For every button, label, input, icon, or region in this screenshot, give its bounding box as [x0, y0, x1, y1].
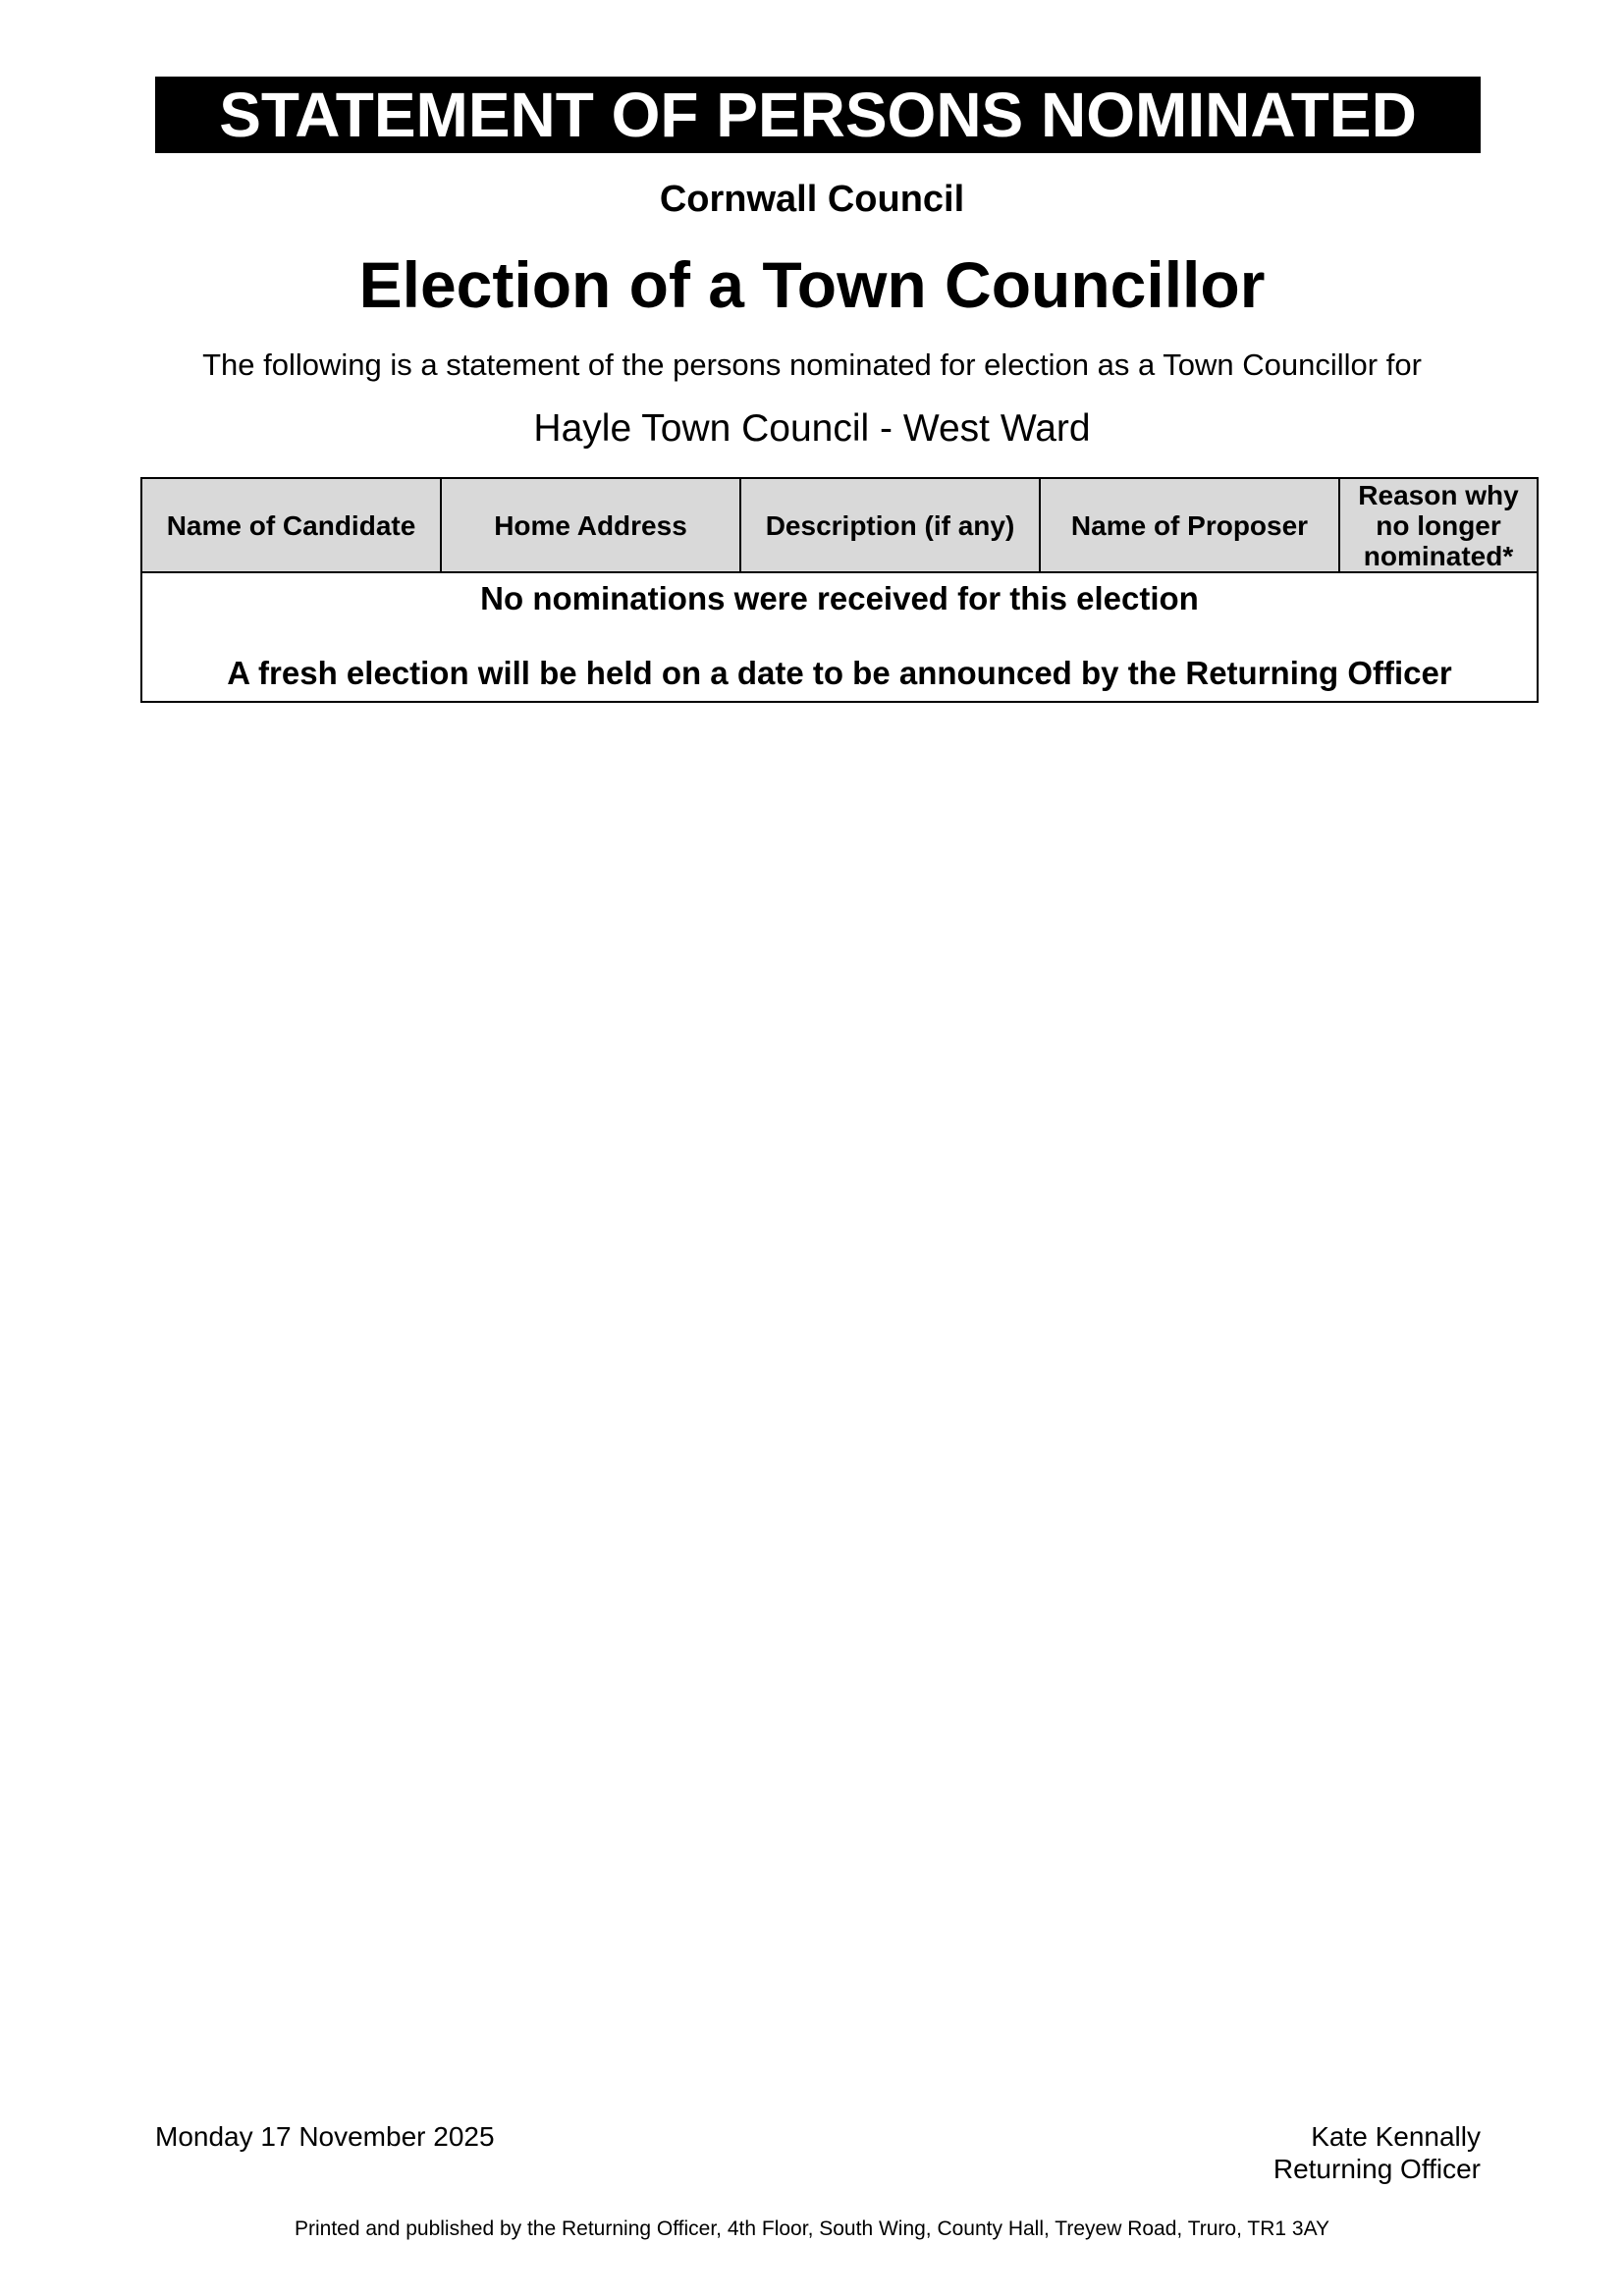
signatory-name: Kate Kennally: [1311, 2121, 1481, 2152]
no-nominations-text: No nominations were received for this election: [480, 580, 1199, 616]
nominations-table: [140, 477, 1539, 703]
table-header-row: [141, 478, 1538, 572]
imprint-footer: Printed and published by the Returning Officer, 4th Floor, South Wing, County Hall, Treyew Road, Truro, TR1 3AY: [294, 2217, 1330, 2240]
table-row: [141, 572, 1538, 702]
signatory-role: Returning Officer: [1272, 2154, 1481, 2184]
election-title: Election of a Town Councillor: [358, 248, 1266, 321]
statement-date: Monday 17 November 2025: [155, 2121, 495, 2152]
signatory-block: [1273, 2120, 1481, 2185]
header-name-of-proposer: Name of Proposer: [1040, 478, 1339, 572]
header-home-address: Home Address: [441, 478, 740, 572]
council-name: Cornwall Council: [659, 179, 965, 220]
header-name-of-candidate: Name of Candidate: [141, 478, 441, 572]
header-description: Description (if any): [740, 478, 1040, 572]
no-nominations-cell: [141, 572, 1538, 702]
intro-text: The following is a statement of the persons nominated for election as a Town Councillor for: [202, 347, 1422, 382]
ward-name: Hayle Town Council - West Ward: [533, 407, 1091, 450]
document-banner: STATEMENT OF PERSONS NOMINATED: [155, 77, 1481, 153]
fresh-election-text: A fresh election will be held on a date to be announced by the Returning Officer: [227, 655, 1452, 691]
header-reason-no-longer-nominated: Reason why no longer nominated*: [1339, 478, 1538, 572]
